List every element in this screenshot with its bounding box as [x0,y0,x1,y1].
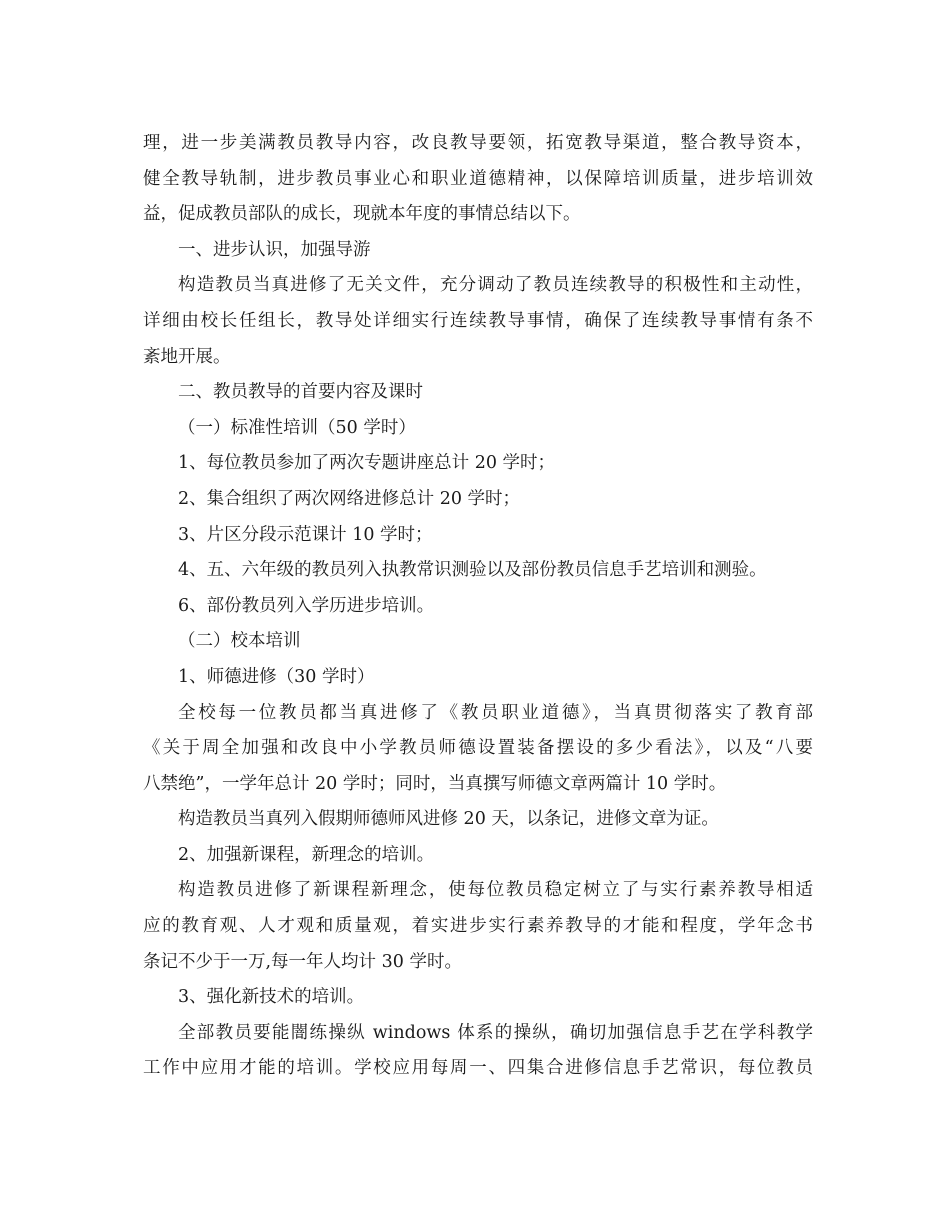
paragraph-line: 工作中应用才能的培训。学校应用每周一、四集合进修信息手艺常识，每位教员 [143,1058,813,1079]
list-item: 1、师德进修（30 学时） [178,666,375,687]
paragraph-line: 全校每一位教员都当真进修了《教员职业道德》，当真贯彻落实了教育部 [178,702,813,723]
paragraph-line: 详细由校长任组长，教导处详细实行连续教导事情，确保了连续教导事情有条不 [143,310,813,331]
subsection-heading: （一）标准性培训（50 学时） [178,417,416,438]
paragraph-line: 构造教员当真列入假期师德师风进修 20 天，以条记，进修文章为证。 [178,809,719,830]
paragraph-line: 八禁绝”，一学年总计 20 学时；同时，当真撰写师德文章两篇计 10 学时。 [143,773,727,794]
paragraph-line: 应的教育观、人才观和质量观，着实进步实行素养教导的才能和程度，学年念书 [143,916,813,937]
list-item: 6、部份教员列入学历进步培训。 [178,595,435,616]
paragraph-line: 健全教导轨制，进步教员事业心和职业道德精神，以保障培训质量，进步培训效 [143,168,813,189]
list-item: 3、强化新技术的培训。 [178,987,365,1008]
paragraph-line: 益，促成教员部队的成长，现就本年度的事情总结以下。 [143,204,581,225]
list-item: 2、集合组织了两次网络进修总计 20 学时； [178,488,521,509]
paragraph-line: 构造教员当真进修了无关文件，充分调动了教员连续教导的积极性和主动性， [178,275,813,296]
section-heading: 二、教员教导的首要内容及课时 [178,382,423,403]
list-item: 2、加强新课程，新理念的培训。 [178,844,435,865]
paragraph-line: 紊地开展。 [143,346,231,367]
list-item: 4、五、六年级的教员列入执教常识测验以及部份教员信息手艺培训和测验。 [178,560,767,581]
list-item: 3、片区分段示范课计 10 学时； [178,524,433,545]
paragraph-line: 理，进一步美满教员教导内容，改良教导要领，拓宽教导渠道，整合教导资本， [143,133,813,153]
subsection-heading: （二）校本培训 [178,631,301,652]
section-heading: 一、进步认识，加强导游 [178,239,371,260]
paragraph-line: 条记不少于一万,每一年人均计 30 学时。 [143,951,462,972]
paragraph-line: 构造教员进修了新课程新理念，使每位教员稳定树立了与实行素养教导相适 [178,880,813,901]
paragraph-line: 全部教员要能闇练操纵 windows 体系的操纵，确切加强信息手艺在学科教学 [178,1022,813,1043]
paragraph-line: 《关于周全加强和改良中小学教员师德设置装备摆设的多少看法》，以及“八要 [143,738,813,759]
list-item: 1、每位教员参加了两次专题讲座总计 20 学时； [178,453,556,474]
document-body [143,126,813,1087]
